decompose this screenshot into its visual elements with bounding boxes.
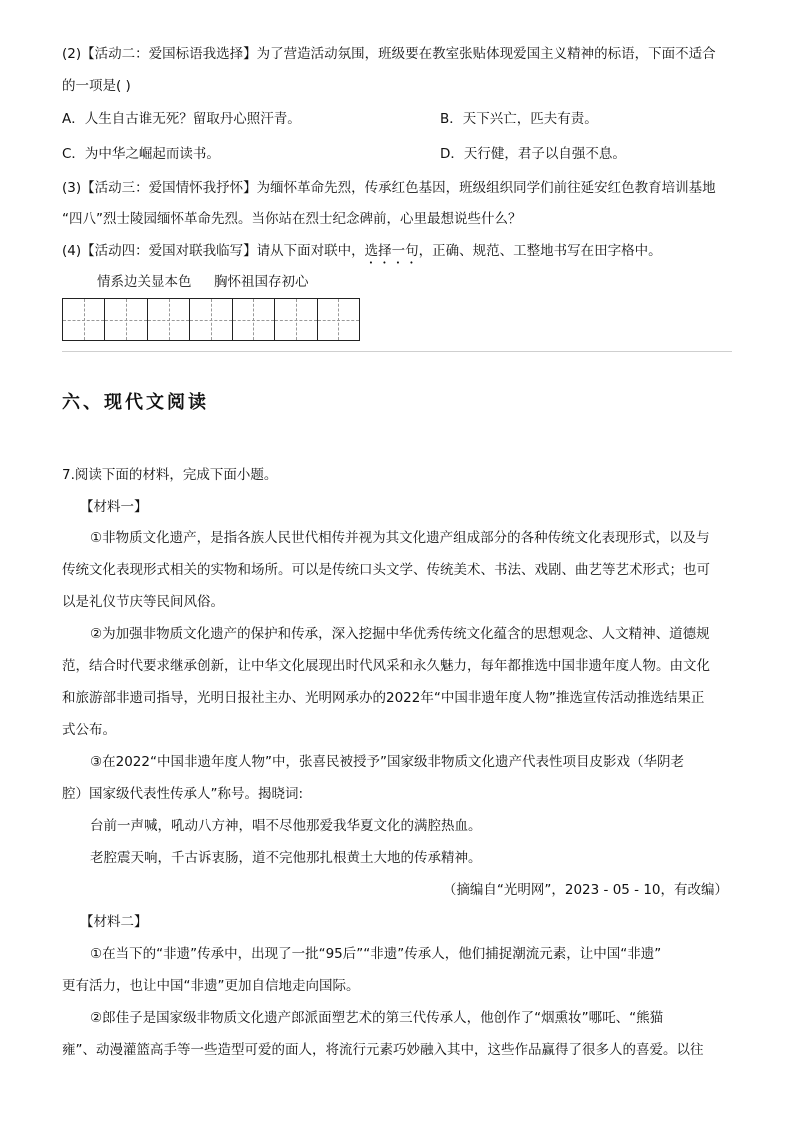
- couplet-left: 情系边关显本色: [97, 274, 192, 290]
- grid-cell[interactable]: [148, 299, 190, 340]
- tianzige-grid[interactable]: [62, 298, 360, 341]
- q2-option-c: C．为中华之崛起而读书。: [62, 146, 220, 162]
- section-title: 六、现代文阅读: [62, 392, 209, 413]
- m1-p3-line2: 腔）国家级代表性传承人”称号。揭晓词:: [62, 786, 304, 802]
- couplet-right: 胸怀祖国存初心: [214, 274, 309, 290]
- grid-cell[interactable]: [275, 299, 317, 340]
- grid-cell[interactable]: [318, 299, 359, 340]
- q2-option-b: B．天下兴亡，匹夫有责。: [440, 111, 598, 127]
- q4-line1-part-a: (4)【活动四：爱国对联我临写】请从下面对联中，: [62, 243, 365, 259]
- m2-p2-line2: 雍”、动漫灌篮高手等一些造型可爱的面人，将流行元素巧妙融入其中，这些作品赢得了很多人的喜爱。以往: [62, 1042, 704, 1058]
- q2-option-d: D．天行健，君子以自强不息。: [440, 146, 626, 162]
- m2-p1-line1: ①在当下的“非遗”传承中，出现了一批“95后”“非遗”传承人，他们捕捉潮流元素，让中国“非遗”: [90, 946, 662, 962]
- m1-p3-line1: ③在2022“中国非遗年度人物”中，张喜民被授予”国家级非物质文化遗产代表性项目皮影戏（华阴老: [90, 754, 684, 770]
- q3-line2: “四八”烈士陵园缅怀革命先烈。当你站在烈士纪念碑前，心里最想说些什么？: [62, 211, 522, 227]
- grid-cell[interactable]: [105, 299, 147, 340]
- m1-source: （摘编自“光明网”，2023 - 05 - 10，有改编）: [442, 882, 728, 898]
- material1-title: 【材料一】: [80, 499, 148, 515]
- m1-p3-line4: 老腔震天响，千古诉衷肠，道不完他那扎根黄土大地的传承精神。: [90, 850, 482, 866]
- q2-line1: (2)【活动二：爱国标语我选择】为了营造活动氛围，班级要在教室张贴体现爱国主义精神的标语，下面不适合: [62, 46, 716, 62]
- m1-p2-line3: 和旅游部非遗司指导，光明日报社主办、光明网承办的2022年“中国非遗年度人物”推选宣传活动推选结果正: [62, 690, 705, 706]
- grid-cell[interactable]: [190, 299, 232, 340]
- q4-emphasis: 选择一句: [364, 243, 419, 259]
- m1-p2-line2: 范，结合时代要求继承创新，让中华文化展现出时代风采和永久魅力，每年都推选中国非遗年度人物。由文化: [62, 658, 710, 674]
- m1-p1-line1: ①非物质文化遗产，是指各族人民世代相传并视为其文化遗产组成部分的各种传统文化表现形式，以及与: [90, 530, 710, 546]
- m1-p2-line1: ②为加强非物质文化遗产的保护和传承，深入挖掘中华优秀传统文化蕴含的思想观念、人文精神、道德规: [90, 626, 710, 642]
- section-divider: [62, 351, 732, 352]
- material2-title: 【材料二】: [80, 914, 148, 930]
- m2-p1-line2: 更有活力，也让中国“非遗”更加自信地走向国际。: [62, 978, 360, 994]
- q7-intro: 7.阅读下面的材料，完成下面小题。: [62, 467, 278, 483]
- m1-p1-line2: 传统文化表现形式相关的实物和场所。可以是传统口头文学、传统美术、书法、戏剧、曲艺等艺术形式；也可: [62, 562, 710, 578]
- grid-cell[interactable]: [63, 299, 105, 340]
- grid-cell[interactable]: [233, 299, 275, 340]
- m1-p3-line3: 台前一声喊，吼动八方神，唱不尽他那爱我华夏文化的满腔热血。: [90, 818, 482, 834]
- q4-line1: [62, 241, 662, 267]
- m2-p2-line1: ②郎佳子是国家级非物质文化遗产郎派面塑艺术的第三代传承人，他创作了“烟熏妆”哪吒、“熊猫: [90, 1010, 664, 1026]
- m1-p2-line4: 式公布。: [62, 722, 116, 738]
- m1-p1-line3: 以是礼仪节庆等民间风俗。: [62, 594, 224, 610]
- q2-option-a: A．人生自古谁无死？留取丹心照汗青。: [62, 111, 301, 127]
- q2-line2: 的一项是( ): [62, 78, 131, 94]
- q4-line1-part-c: ，正确、规范、工整地书写在田字格中。: [418, 243, 662, 259]
- q3-line1: (3)【活动三：爱国情怀我抒怀】为缅怀革命先烈，传承红色基因，班级组织同学们前往延安红色教育培训基地: [62, 180, 716, 196]
